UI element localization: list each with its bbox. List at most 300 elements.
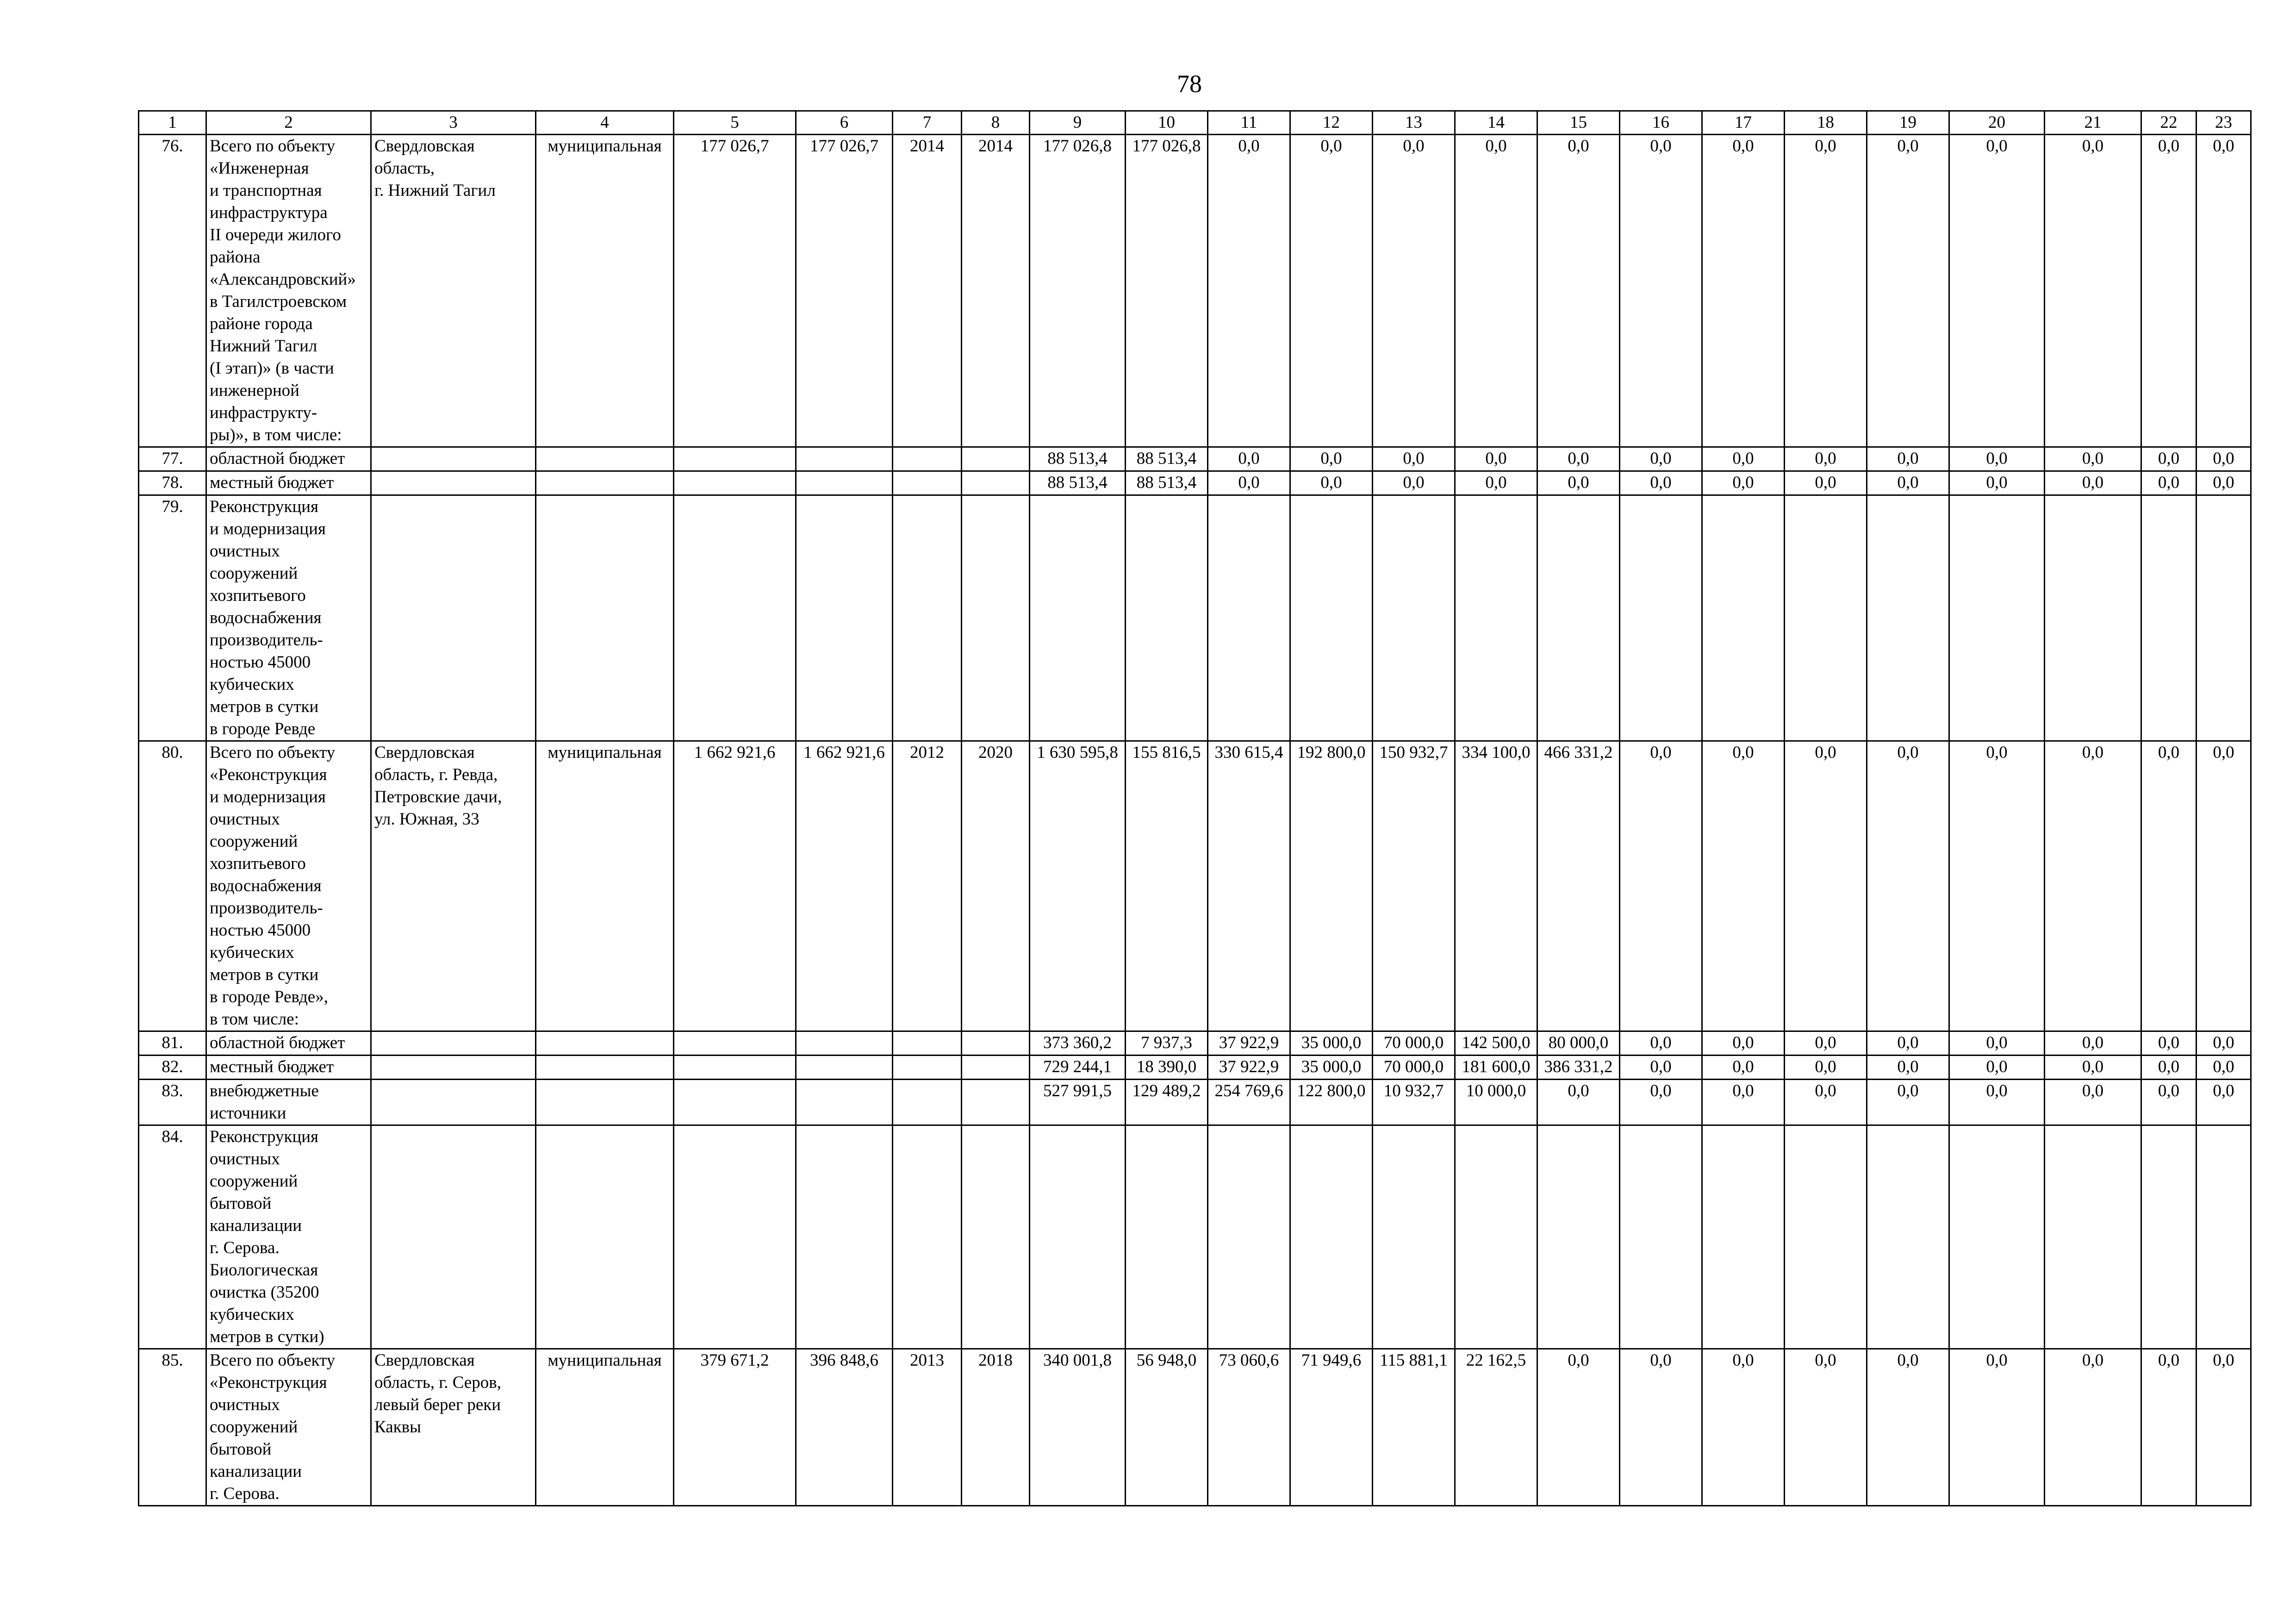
value-cell [1373,495,1455,741]
value-cell [893,1056,962,1080]
value-cell-text: 88 513,4 [1136,449,1197,468]
value-cell-text: 334 100,0 [1462,743,1531,762]
object-name [206,1031,371,1056]
value-cell-text: 0,0 [1403,449,1425,468]
value-cell [1290,447,1373,471]
row-number-text: 84. [162,1127,183,1146]
value-cell-text: 177 026,7 [700,137,769,156]
value-cell-text: 0,0 [1815,1351,1836,1370]
column-header-4: 4 [536,111,674,135]
value-cell [1620,1080,1702,1125]
value-cell-text: 0,0 [2213,137,2234,156]
value-cell-text: 73 060,6 [1219,1351,1279,1370]
column-header-3: 3 [371,111,536,135]
value-cell-text: 37 922,9 [1219,1033,1279,1052]
value-cell-text: 0,0 [1815,743,1836,762]
value-cell [1785,1031,1867,1056]
table-row [139,1031,2251,1056]
value-cell [1290,495,1373,741]
value-cell [1620,1349,1702,1506]
value-cell [1373,471,1455,495]
column-header-21: 21 [2045,111,2141,135]
value-cell-text: 181 600,0 [1462,1057,1531,1076]
value-cell [674,135,796,447]
row-number-text: 77. [162,449,183,468]
value-cell-text: 0,0 [1650,449,1672,468]
value-cell-text: 0,0 [1320,137,1342,156]
value-cell [1208,1349,1290,1506]
value-cell-text: 0,0 [1568,1081,1589,1100]
value-cell [796,1080,893,1125]
value-cell-text: 192 800,0 [1297,743,1366,762]
value-cell-text: 0,0 [1986,1033,2008,1052]
value-cell-text: 0,0 [2213,473,2234,492]
value-cell [1785,135,1867,447]
object-name-text: Всего по объекту «Реконструкция и модернизация очистных сооружений хозпитьевого водоснабжения производитель- ностью 45000 кубических метров в сутки в городе Ревде», в том числе: [210,743,336,1029]
row-number [139,1080,206,1125]
row-number-text: 83. [162,1081,183,1100]
value-cell-text: 0,0 [1732,137,1754,156]
value-cell-text: 7 937,3 [1141,1033,1192,1052]
column-header-11: 11 [1208,111,1290,135]
value-cell-text: 527 991,5 [1043,1081,1112,1100]
column-header-20: 20 [1949,111,2045,135]
table-row [139,1056,2251,1080]
row-number-text: 81. [162,1033,183,1052]
value-cell [1126,1031,1208,1056]
value-cell [1290,1125,1373,1349]
object-name [206,495,371,741]
value-cell-text: 0,0 [1320,473,1342,492]
value-cell-text: 0,0 [1815,1057,1836,1076]
value-cell [1620,135,1702,447]
value-cell-text: 0,0 [1897,1081,1919,1100]
value-cell [1949,495,2045,741]
value-cell [1949,471,2045,495]
row-number [139,447,206,471]
value-cell [1537,135,1620,447]
value-cell [893,1125,962,1349]
value-cell [1785,741,1867,1031]
value-cell [1949,135,2045,447]
value-cell [1126,495,1208,741]
value-cell [1455,1349,1537,1506]
value-cell-text: 115 881,1 [1380,1351,1448,1370]
value-cell-text: 0,0 [1650,473,1672,492]
object-name [206,741,371,1031]
value-cell [1126,447,1208,471]
value-cell [962,1080,1030,1125]
value-cell-text: 386 331,2 [1544,1057,1613,1076]
value-cell [1030,447,1126,471]
value-cell [2141,495,2196,741]
value-cell [796,135,893,447]
value-cell [1785,1125,1867,1349]
value-cell [1030,1125,1126,1349]
value-cell [1208,741,1290,1031]
object-name [206,135,371,447]
value-cell-text: 0,0 [1650,1351,1672,1370]
object-location [371,1080,536,1125]
table-row [139,471,2251,495]
column-header-10: 10 [1126,111,1208,135]
value-cell [1702,1125,1785,1349]
value-cell [1126,741,1208,1031]
value-cell [1867,495,1949,741]
value-cell [1702,1056,1785,1080]
value-cell [2045,1056,2141,1080]
value-cell [1455,741,1537,1031]
object-name [206,471,371,495]
ownership-type-text: муниципальная [548,743,662,762]
value-cell-text: 0,0 [1403,137,1425,156]
value-cell [962,447,1030,471]
value-cell-text: 0,0 [2082,743,2104,762]
value-cell-text: 0,0 [1986,473,2008,492]
value-cell-text: 2014 [910,137,944,156]
object-location [371,471,536,495]
value-cell [893,741,962,1031]
value-cell [2045,1125,2141,1349]
object-name [206,1125,371,1349]
value-cell [2045,495,2141,741]
value-cell [1030,471,1126,495]
value-cell [1702,447,1785,471]
value-cell [1290,1056,1373,1080]
value-cell [796,447,893,471]
object-name-text: Реконструкция и модернизация очистных сооружений хозпитьевого водоснабжения производитель- ностью 45000 кубических метров в сутки в городе Ревде [210,497,326,738]
value-cell-text: 0,0 [1732,473,1754,492]
value-cell-text: 122 800,0 [1297,1081,1366,1100]
object-location [371,1349,536,1506]
value-cell [962,135,1030,447]
value-cell [1208,1125,1290,1349]
column-header-23: 23 [2196,111,2251,135]
ownership-type [536,1125,674,1349]
object-location [371,135,536,447]
column-header-2: 2 [206,111,371,135]
value-cell [962,471,1030,495]
value-cell [674,1080,796,1125]
value-cell-text: 0,0 [1897,137,1919,156]
value-cell [2196,1349,2251,1506]
value-cell-text: 1 662 921,6 [694,743,776,762]
object-location [371,1125,536,1349]
value-cell-text: 0,0 [1238,473,1260,492]
value-cell-text: 330 615,4 [1214,743,1283,762]
value-cell-text: 729 244,1 [1043,1057,1112,1076]
value-cell-text: 0,0 [1568,1351,1589,1370]
value-cell [1208,1056,1290,1080]
value-cell [1290,471,1373,495]
value-cell-text: 2013 [910,1351,944,1370]
value-cell-text: 379 671,2 [700,1351,769,1370]
value-cell-text: 0,0 [2213,1351,2234,1370]
value-cell [2045,447,2141,471]
value-cell-text: 0,0 [1897,473,1919,492]
value-cell-text: 37 922,9 [1219,1057,1279,1076]
row-number [139,1056,206,1080]
value-cell [796,1125,893,1349]
value-cell [1537,1080,1620,1125]
value-cell [893,135,962,447]
object-name [206,447,371,471]
value-cell [1290,1349,1373,1506]
value-cell [962,1056,1030,1080]
value-cell-text: 0,0 [1732,1351,1754,1370]
value-cell [1620,447,1702,471]
ownership-type [536,495,674,741]
value-cell-text: 0,0 [1650,1033,1672,1052]
value-cell [674,1031,796,1056]
value-cell-text: 0,0 [1986,1057,2008,1076]
value-cell [1702,471,1785,495]
object-location [371,741,536,1031]
value-cell [1030,741,1126,1031]
value-cell [2196,1125,2251,1349]
value-cell-text: 0,0 [1815,449,1836,468]
value-cell [2045,741,2141,1031]
value-cell [796,741,893,1031]
table-row [139,495,2251,741]
object-name-text: Всего по объекту «Инженерная и транспортная инфраструктура II очереди жилого района «Александровский» в Тагилстроевском районе города Нижний Тагил (I этап)» (в части инженерной инфраструкту- ры)», в том числе: [210,137,356,444]
value-cell [1620,1031,1702,1056]
value-cell [1537,495,1620,741]
value-cell [962,495,1030,741]
value-cell-text: 142 500,0 [1462,1033,1531,1052]
ownership-type [536,1031,674,1056]
value-cell-text: 1 630 595,8 [1037,743,1118,762]
value-cell [674,447,796,471]
value-cell [2045,1080,2141,1125]
value-cell-text: 0,0 [1897,743,1919,762]
value-cell [1949,1080,2045,1125]
value-cell [893,1031,962,1056]
value-cell [1867,447,1949,471]
value-cell-text: 129 489,2 [1132,1081,1201,1100]
row-number [139,741,206,1031]
value-cell [1126,1349,1208,1506]
value-cell-text: 466 331,2 [1544,743,1613,762]
object-location [371,447,536,471]
row-number [139,495,206,741]
value-cell-text: 0,0 [1650,743,1672,762]
value-cell-text: 88 513,4 [1047,449,1108,468]
value-cell [2141,1125,2196,1349]
value-cell [1455,135,1537,447]
column-header-18: 18 [1785,111,1867,135]
value-cell [1949,1125,2045,1349]
object-name-text: областной бюджет [210,1033,345,1052]
value-cell [674,1056,796,1080]
value-cell [1290,741,1373,1031]
value-cell [893,1349,962,1506]
row-number [139,1031,206,1056]
value-cell [1455,1080,1537,1125]
value-cell [1290,135,1373,447]
value-cell [1867,135,1949,447]
value-cell-text: 177 026,8 [1043,137,1112,156]
value-cell-text: 0,0 [1897,1057,1919,1076]
value-cell [1949,1349,2045,1506]
column-header-16: 16 [1620,111,1702,135]
row-number [139,1349,206,1506]
value-cell-text: 2018 [978,1351,1013,1370]
value-cell [1208,495,1290,741]
value-cell-text: 0,0 [1650,1057,1672,1076]
value-cell [1702,135,1785,447]
object-name-text: Всего по объекту «Реконструкция очистных сооружений бытовой канализации г. Серова. [210,1351,336,1503]
ownership-type [536,741,674,1031]
value-cell-text: 0,0 [1986,137,2008,156]
value-cell [1373,1080,1455,1125]
object-name-text: местный бюджет [210,1057,334,1076]
value-cell-text: 0,0 [2082,1057,2104,1076]
value-cell-text: 0,0 [1815,473,1836,492]
value-cell [1620,495,1702,741]
value-cell [893,1080,962,1125]
object-name [206,1080,371,1125]
table-row [139,741,2251,1031]
value-cell-text: 0,0 [2082,473,2104,492]
value-cell-text: 35 000,0 [1301,1033,1362,1052]
value-cell-text: 0,0 [2082,449,2104,468]
value-cell [1373,1031,1455,1056]
value-cell [2196,1031,2251,1056]
value-cell [1373,447,1455,471]
value-cell-text: 0,0 [2082,1081,2104,1100]
column-header-15: 15 [1537,111,1620,135]
value-cell [674,1125,796,1349]
row-number-text: 79. [162,497,183,516]
value-cell [1785,1056,1867,1080]
object-name-text: местный бюджет [210,473,334,492]
value-cell-text: 0,0 [1986,449,2008,468]
value-cell-text: 155 816,5 [1132,743,1201,762]
value-cell-text: 0,0 [1650,1081,1672,1100]
value-cell [674,471,796,495]
value-cell-text: 18 390,0 [1136,1057,1197,1076]
value-cell-text: 0,0 [1650,137,1672,156]
value-cell-text: 88 513,4 [1047,473,1108,492]
value-cell-text: 150 932,7 [1379,743,1448,762]
value-cell [796,471,893,495]
column-header-9: 9 [1030,111,1126,135]
value-cell [1373,741,1455,1031]
value-cell [674,741,796,1031]
value-cell-text: 0,0 [2213,1081,2234,1100]
row-number [139,135,206,447]
value-cell-text: 71 949,6 [1301,1351,1362,1370]
value-cell [1537,1056,1620,1080]
value-cell [1030,1031,1126,1056]
value-cell [1949,1056,2045,1080]
value-cell-text: 0,0 [1732,1033,1754,1052]
value-cell-text: 70 000,0 [1383,1033,1444,1052]
value-cell-text: 0,0 [1568,473,1589,492]
value-cell [1620,741,1702,1031]
object-location [371,1056,536,1080]
ownership-type [536,1056,674,1080]
value-cell [1030,1080,1126,1125]
value-cell [2196,741,2251,1031]
value-cell-text: 0,0 [1815,1033,1836,1052]
value-cell [1126,135,1208,447]
row-number-text: 80. [162,743,183,762]
value-cell-text: 70 000,0 [1383,1057,1444,1076]
value-cell [1126,1125,1208,1349]
value-cell [1867,1349,1949,1506]
value-cell-text: 2020 [978,743,1013,762]
value-cell [962,1031,1030,1056]
value-cell-text: 0,0 [1986,1081,2008,1100]
column-header-14: 14 [1455,111,1537,135]
value-cell-text: 177 026,7 [810,137,878,156]
value-cell-text: 0,0 [1732,449,1754,468]
value-cell-text: 0,0 [1485,137,1507,156]
value-cell [1785,495,1867,741]
value-cell-text: 0,0 [1732,1081,1754,1100]
value-cell [1030,1056,1126,1080]
value-cell [1126,1056,1208,1080]
value-cell [2196,495,2251,741]
value-cell [1620,471,1702,495]
value-cell-text: 396 848,6 [810,1351,878,1370]
value-cell-text: 0,0 [2213,1033,2234,1052]
value-cell [1455,1056,1537,1080]
ownership-type-text: муниципальная [548,137,662,156]
value-cell-text: 0,0 [2082,1033,2104,1052]
value-cell-text: 177 026,8 [1132,137,1201,156]
value-cell [2196,135,2251,447]
value-cell [1208,1080,1290,1125]
value-cell [1455,447,1537,471]
value-cell-text: 0,0 [1986,743,2008,762]
value-cell [2196,471,2251,495]
value-cell [1949,1031,2045,1056]
value-cell [796,1056,893,1080]
value-cell [674,1349,796,1506]
object-location [371,495,536,741]
value-cell [1208,471,1290,495]
value-cell [796,1031,893,1056]
value-cell-text: 0,0 [1320,449,1342,468]
ownership-type [536,1080,674,1125]
value-cell [1537,471,1620,495]
row-number-text: 78. [162,473,183,492]
table-row [139,1349,2251,1506]
value-cell [893,447,962,471]
value-cell [2196,1056,2251,1080]
column-header-19: 19 [1867,111,1949,135]
object-name-text: областной бюджет [210,449,345,468]
value-cell-text: 0,0 [1897,1033,1919,1052]
object-location-text: Свердловская область, г. Серов, левый берег реки Каквы [374,1351,502,1437]
column-header-13: 13 [1373,111,1455,135]
value-cell [2045,471,2141,495]
row-number-text: 85. [162,1351,183,1370]
value-cell-text: 0,0 [2158,1033,2180,1052]
value-cell-text: 0,0 [2158,1081,2180,1100]
value-cell [893,471,962,495]
value-cell [1290,1080,1373,1125]
ownership-type [536,135,674,447]
value-cell [893,495,962,741]
value-cell [962,1349,1030,1506]
value-cell-text: 373 360,2 [1043,1033,1112,1052]
value-cell-text: 2012 [910,743,944,762]
value-cell [796,495,893,741]
